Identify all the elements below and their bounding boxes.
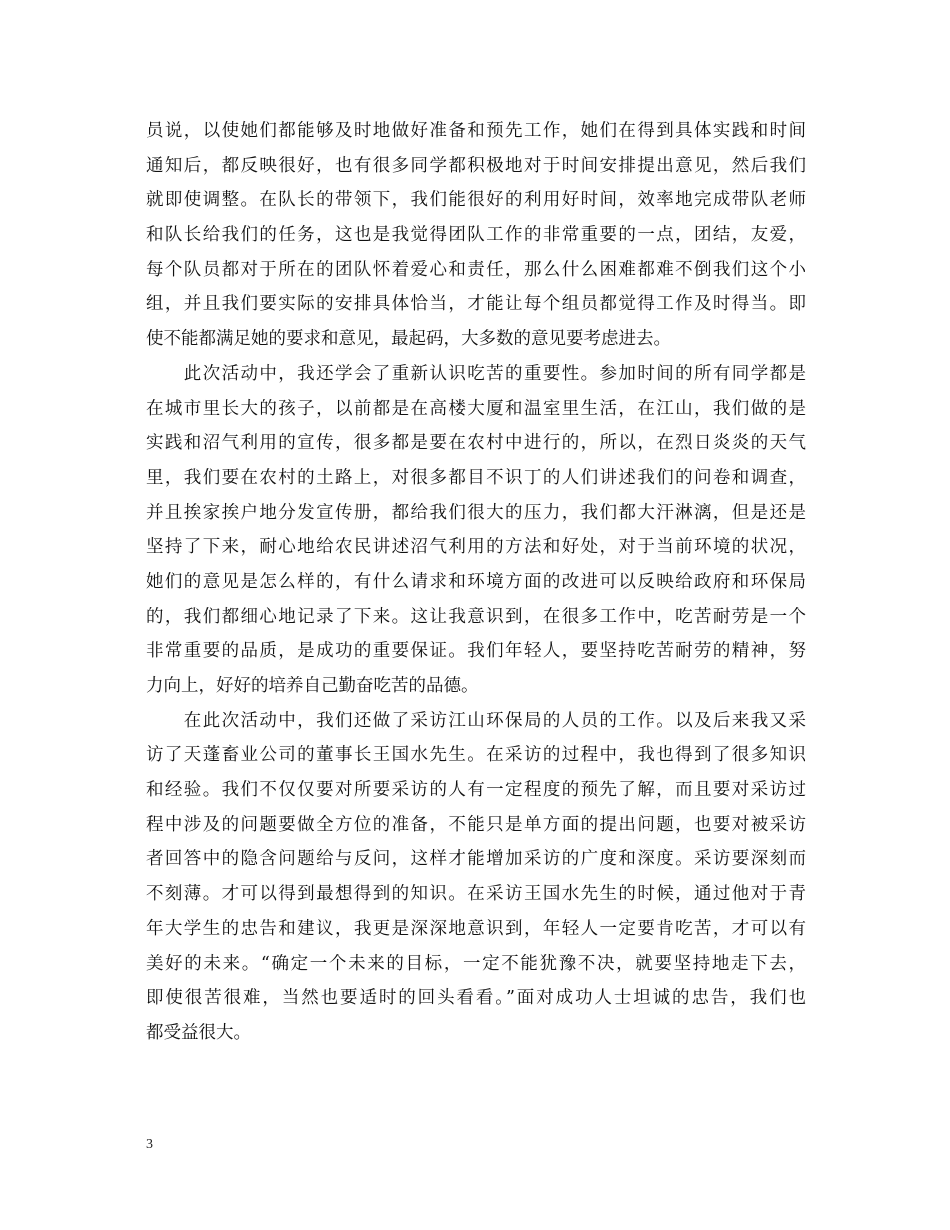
text-line: 她们的意见是怎么样的，有什么请求和环境方面的改进可以反映给政府和环保局	[146, 571, 806, 592]
paragraph	[146, 704, 806, 1051]
text-line: 每个队员都对于所在的团队怀着爱心和责任，那么什么困难都难不倒我们这个小	[146, 259, 806, 280]
text-line: 和经验。我们不仅仅要对所要采访的人有一定程度的预先了解，而且要对采访过	[146, 780, 806, 801]
text-line: 的，我们都细心地记录了下来。这让我意识到，在很多工作中，吃苦耐劳是一个	[146, 606, 806, 627]
text-line: 即使很苦很难，当然也要适时的回头看看。”面对成功人士坦诚的忠告，我们也	[146, 988, 806, 1009]
text-line: 在城市里长大的孩子，以前都是在高楼大厦和温室里生活，在江山，我们做的是	[146, 398, 806, 419]
paragraph	[146, 114, 806, 357]
text-line: 者回答中的隐含问题给与反问，这样才能增加采访的广度和深度。采访要深刻而	[146, 849, 806, 870]
text-line: 年大学生的忠告和建议，我更是深深地意识到，年轻人一定要肯吃苦，才可以有	[146, 918, 806, 939]
text-line: 就即使调整。在队长的带领下，我们能很好的利用好时间，效率地完成带队老师	[146, 190, 806, 211]
text-line: 非常重要的品质，是成功的重要保证。我们年轻人，要坚持吃苦耐劳的精神，努	[146, 641, 806, 662]
text-line: 并且挨家挨户地分发宣传册，都给我们很大的压力，我们都大汗淋漓，但是还是	[146, 502, 806, 523]
text-line: 程中涉及的问题要做全方位的准备，不能只是单方面的提出问题，也要对被采访	[146, 814, 806, 835]
text-line: 和队长给我们的任务，这也是我觉得团队工作的非常重要的一点，团结，友爱，	[146, 225, 806, 246]
paragraph	[146, 357, 806, 704]
text-line: 坚持了下来，耐心地给农民讲述沼气利用的方法和好处，对于当前环境的状况，	[146, 537, 806, 558]
text-line: 美好的未来。“确定一个未来的目标，一定不能犹豫不决，就要坚持地走下去，	[146, 953, 806, 974]
text-line: 通知后，都反映很好，也有很多同学都积极地对于时间安排提出意见，然后我们	[146, 155, 806, 176]
text-line: 力向上，好好的培养自己勤奋吃苦的品德。	[146, 676, 479, 696]
text-line: 访了天蓬畜业公司的董事长王国水先生。在采访的过程中，我也得到了很多知识	[146, 745, 806, 766]
text-line: 此次活动中，我还学会了重新认识吃苦的重要性。参加时间的所有同学都是	[146, 363, 806, 384]
body-text	[146, 114, 806, 1051]
text-line: 实践和沼气利用的宣传，很多都是要在农村中进行的，所以，在烈日炎炎的天气	[146, 433, 806, 454]
text-line: 员说，以使她们都能够及时地做好准备和预先工作，她们在得到具体实践和时间	[146, 121, 806, 141]
text-line: 里，我们要在农村的土路上，对很多都目不识丁的人们讲述我们的问卷和调查，	[146, 467, 806, 488]
text-line: 使不能都满足她的要求和意见，最起码，大多数的意见要考虑进去。	[146, 329, 671, 350]
text-line: 组，并且我们要实际的安排具体恰当，才能让每个组员都觉得工作及时得当。即	[146, 294, 806, 315]
page-number: 3	[146, 1137, 153, 1152]
text-line: 在此次活动中，我们还做了采访江山环保局的人员的工作。以及后来我又采	[146, 710, 806, 731]
text-line: 都受益很大。	[146, 1022, 251, 1043]
text-line: 不刻薄。才可以得到最想得到的知识。在采访王国水先生的时候，通过他对于青	[146, 884, 806, 905]
